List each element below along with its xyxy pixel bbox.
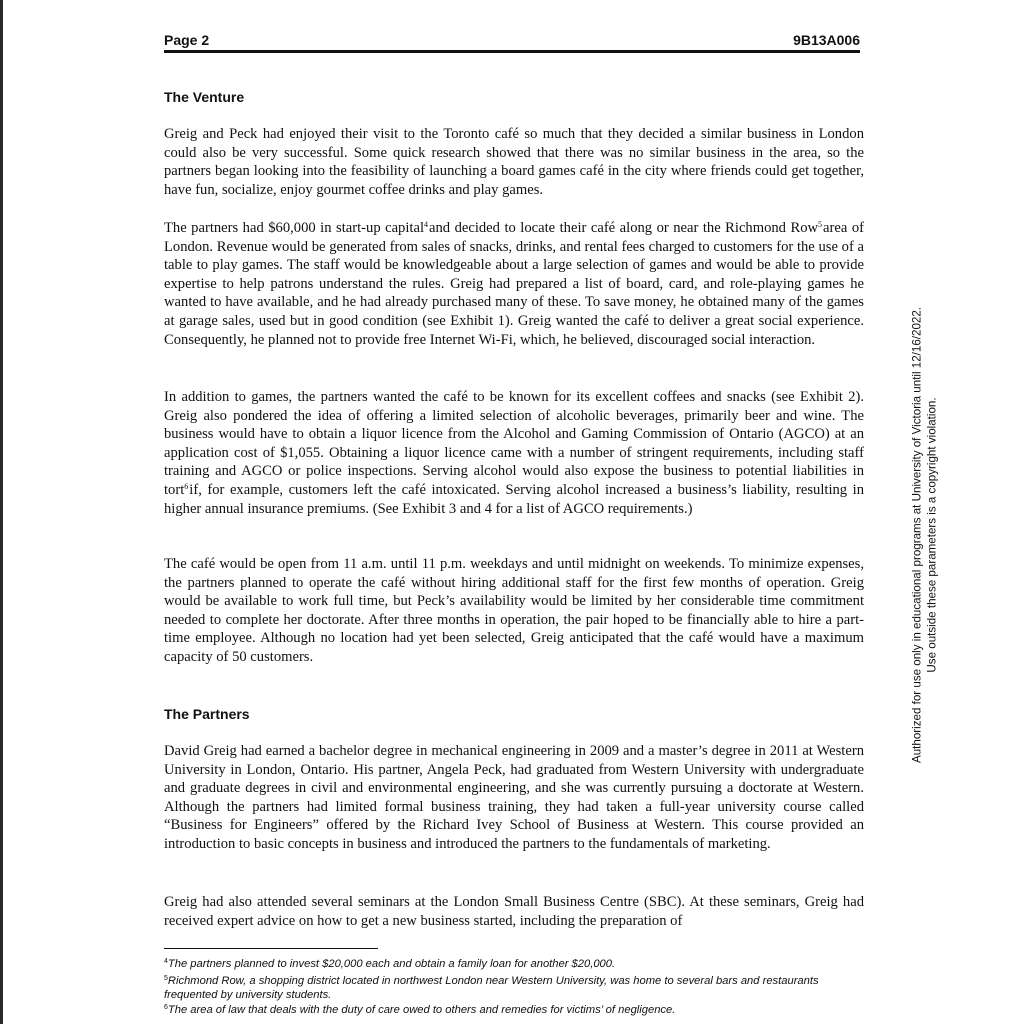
venture-paragraph-3-text-b: if, for example, customers left the café intoxicated. Serving alcohol increased a business’s liability, resulting in higher annual insurance premiums. (See Exhibit 3 and 4 for a list of AGCO requirements.) xyxy=(164,481,864,517)
copyright-notice xyxy=(911,235,940,835)
header-rule xyxy=(164,50,860,53)
footnote-4 xyxy=(164,957,864,971)
venture-paragraph-2-text-a: The partners had $60,000 in start-up capital xyxy=(164,220,424,236)
page-edge xyxy=(0,0,3,1024)
footnote-6 xyxy=(164,1003,864,1017)
partners-paragraph-1: David Greig had earned a bachelor degree in mechanical engineering in 2009 and a master’s degree in 2011 at Western University in London, Ontario. His partner, Angela Peck, had graduated from Western University with undergraduate and graduate degrees in civil and environmental engineering, and she was currently pursuing a doctorate at Western. Although the partners had limited formal business training, they had taken a full-year university course called “Business for Engineers” offered by the Richard Ivey School of Business at Western. This course provided an introduction to basic concepts in business and introduced the partners to the fundamentals of marketing. xyxy=(164,743,864,852)
section-heading-venture: The Venture xyxy=(164,89,245,105)
footnote-6-text: The area of law that deals with the duty of care owed to others and remedies for victims’ of negligence. xyxy=(167,1004,676,1016)
footnote-ref-6: 6 xyxy=(184,481,189,491)
venture-paragraph-2-text-c: area of London. Revenue would be generated from sales of snacks, drinks, and rental fees charged to customers for the use of a table to play games. The staff would be knowledgeable about a large selection of games and would be able to provide expertise to help patrons understand the rules. Greig had prepared a list of board, card, and role-playing games he wanted to have available, and he had already purchased many of these. To save money, he obtained many of the games at garage sales, used but in good condition (see Exhibit 1). Greig wanted the café to deliver a great social experience. Consequently, he planned not to provide free Internet Wi-Fi, which, he believed, discouraged social interaction. xyxy=(164,220,864,348)
section-heading-partners: The Partners xyxy=(164,706,250,722)
venture-paragraph-4: The café would be open from 11 a.m. until 11 p.m. weekdays and until midnight on weekends. To minimize expenses, the partners planned to operate the café without hiring additional staff for the first few months of operation. Greig would be available to work full time, but Peck’s availability would be limited by her considerable time commitment needed to complete her doctorate. After three months in operation, the pair hoped to be financially able to hire a part-time employee. Although no location had yet been selected, Greig anticipated that the café would have a maximum capacity of 50 customers. xyxy=(164,556,864,665)
copyright-notice-line-1: Authorized for use only in educational programs at University of Victoria until 12/16/2022. xyxy=(910,306,924,764)
case-code: 9B13A006 xyxy=(793,32,860,48)
footnote-5 xyxy=(164,974,864,1002)
footnote-6-number: 6 xyxy=(164,1004,168,1011)
venture-paragraph-3-text-a: In addition to games, the partners wanted the café to be known for its excellent coffees and snacks (see Exhibit 2). Greig also pondered the idea of offering a limited selection of alcoholic beverages, primarily beer and wine. The business would have to obtain a liquor licence from the Alcohol and Gaming Commission of Ontario (AGCO) at an application cost of $1,055. Obtaining a liquor licence came with a number of stringent requirements, including staff training and AGCO or police inspections. Serving alcohol would also expose the business to potential liabilities in tort xyxy=(164,389,864,498)
footnote-5-text: Richmond Row, a shopping district located in northwest London near Western University, was home to several bars and restaurants frequented by university students. xyxy=(164,975,819,1001)
footnote-ref-4: 4 xyxy=(424,220,428,229)
venture-paragraph-2 xyxy=(164,219,864,349)
page-number: Page 2 xyxy=(164,32,210,48)
footnote-5-number: 5 xyxy=(164,975,168,982)
page-header xyxy=(164,32,860,50)
footnote-4-text: The partners planned to invest $20,000 each and obtain a family loan for another $20,000. xyxy=(167,958,616,970)
venture-paragraph-1: Greig and Peck had enjoyed their visit to the Toronto café so much that they decided a similar business in London could also be very successful. Some quick research showed that there was no similar business in the area, so the partners began looking into the feasibility of launching a board games café in the city where friends could get together, have fun, socialize, enjoy gourmet coffee drinks and play games. xyxy=(164,126,864,198)
footnote-ref-5: 5 xyxy=(818,220,823,229)
footnote-4-number: 4 xyxy=(164,958,168,965)
partners-paragraph-2: Greig had also attended several seminars at the London Small Business Centre (SBC). At these seminars, Greig had received expert advice on how to get a new business started, including the preparation of xyxy=(164,894,864,929)
footnote-rule xyxy=(164,948,378,949)
venture-paragraph-2-text-b: and decided to locate their café along or near the Richmond Row xyxy=(429,220,819,236)
venture-paragraph-3 xyxy=(164,388,864,518)
copyright-notice-line-2: Use outside these parameters is a copyright violation. xyxy=(925,397,938,673)
